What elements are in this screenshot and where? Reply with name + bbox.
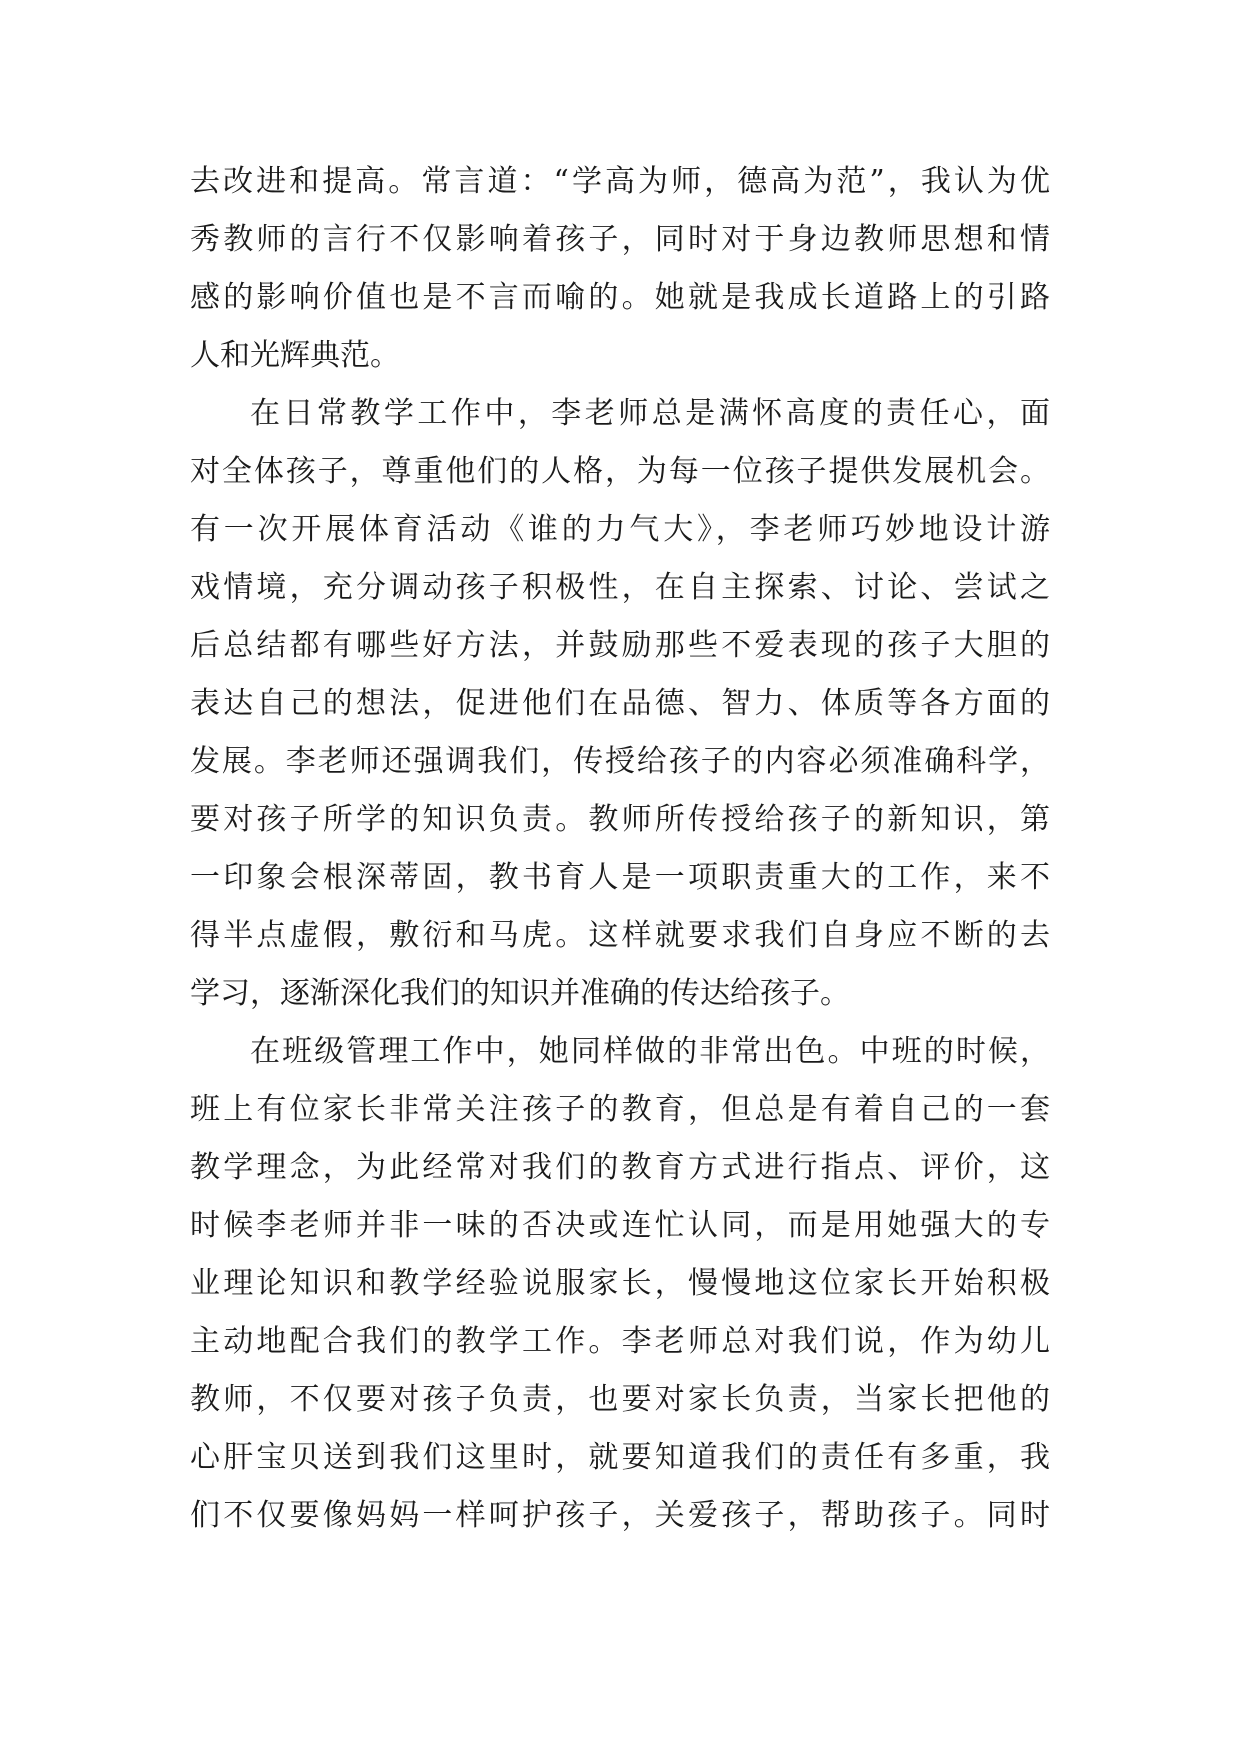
text-line: 主动地配合我们的教学工作。李老师总对我们说，作为幼儿	[190, 1324, 1050, 1359]
text-line: 感的影响价值也是不言而喻的。她就是我成长道路上的引路	[190, 280, 1050, 315]
text-line: 一印象会根深蒂固，教书育人是一项职责重大的工作，来不	[190, 860, 1050, 895]
text-line: 得半点虚假，敷衍和马虎。这样就要求我们自身应不断的去	[190, 918, 1050, 953]
paragraph	[190, 153, 1050, 385]
text-line: 们不仅要像妈妈一样呵护孩子，关爱孩子，帮助孩子。同时	[190, 1498, 1050, 1533]
text-line: 在日常教学工作中，李老师总是满怀高度的责任心，面	[250, 396, 1050, 431]
text-line: 去改进和提高。常言道：“学高为师，德高为范”，我认为优	[190, 164, 1050, 199]
text-line: 人和光辉典范。	[190, 338, 400, 373]
text-line: 秀教师的言行不仅影响着孩子，同时对于身边教师思想和情	[190, 222, 1050, 257]
text-line: 在班级管理工作中，她同样做的非常出色。中班的时候，	[250, 1034, 1050, 1069]
text-line: 学习，逐渐深化我们的知识并准确的传达给孩子。	[190, 976, 850, 1011]
text-line: 表达自己的想法，促进他们在品德、智力、体质等各方面的	[190, 686, 1050, 721]
text-line: 后总结都有哪些好方法，并鼓励那些不爱表现的孩子大胆的	[190, 628, 1050, 663]
text-line: 戏情境，充分调动孩子积极性，在自主探索、讨论、尝试之	[190, 570, 1050, 605]
text-line: 教师，不仅要对孩子负责，也要对家长负责，当家长把他的	[190, 1382, 1050, 1417]
text-line: 心肝宝贝送到我们这里时，就要知道我们的责任有多重，我	[190, 1440, 1050, 1475]
body-text	[190, 153, 1050, 1545]
text-line: 发展。李老师还强调我们，传授给孩子的内容必须准确科学，	[190, 744, 1050, 779]
text-line: 业理论知识和教学经验说服家长，慢慢地这位家长开始积极	[190, 1266, 1050, 1301]
text-line: 对全体孩子，尊重他们的人格，为每一位孩子提供发展机会。	[190, 454, 1050, 489]
paragraph	[190, 1023, 1050, 1545]
text-line: 班上有位家长非常关注孩子的教育，但总是有着自己的一套	[190, 1092, 1050, 1127]
text-line: 要对孩子所学的知识负责。教师所传授给孩子的新知识，第	[190, 802, 1050, 837]
text-line: 时候李老师并非一味的否决或连忙认同，而是用她强大的专	[190, 1208, 1050, 1243]
paragraph	[190, 385, 1050, 1023]
text-line: 有一次开展体育活动《谁的力气大》，李老师巧妙地设计游	[190, 512, 1050, 547]
text-line: 教学理念，为此经常对我们的教育方式进行指点、评价，这	[190, 1150, 1050, 1185]
